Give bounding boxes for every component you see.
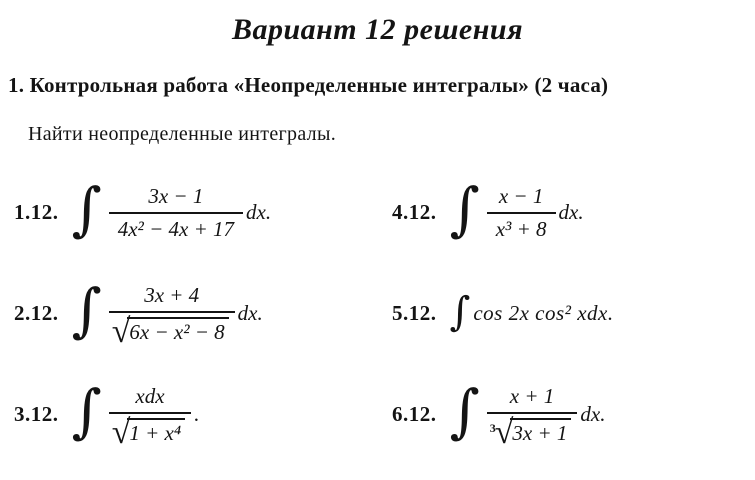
problem-number: 3.12. [14,402,59,426]
problems-grid [14,162,755,465]
fraction [487,383,578,451]
problem-1-12 [14,162,392,263]
denominator [109,412,191,451]
radicand: 6x − x² − 8 [127,317,228,345]
radicand: 1 + x⁴ [127,418,185,446]
integral-sign-icon: ∫ [71,376,102,445]
numerator: 3x − 1 [148,183,204,208]
numerator: x + 1 [509,383,555,408]
problem-number: 6.12. [392,402,437,426]
integral-sign-icon: ∫ [71,275,102,344]
differential: dx. [237,301,263,325]
section-heading: 1. Контрольная работа «Неопределенные интегралы» (2 часа) [8,73,609,97]
fraction [109,184,243,242]
denominator [109,311,235,350]
problem-number: 2.12. [14,301,59,325]
radical-icon: √ [111,312,131,350]
numerator: 3x + 4 [144,282,200,307]
denominator [487,412,578,451]
problem-number: 4.12. [392,200,437,224]
differential: dx. [246,200,272,224]
integral-sign-icon: ∫ [449,376,480,445]
denominator: x³ + 8 [487,212,556,242]
integrand-expression: cos 2x cos² xdx. [473,301,614,325]
integral-sign-icon: ∫ [449,174,480,243]
problem-2-12 [14,263,392,364]
numerator: xdx [135,383,165,408]
page-title: Вариант 12 решения [231,13,524,46]
numerator: x − 1 [498,183,544,208]
denominator: 4x² − 4x + 17 [109,212,243,242]
radical-icon: √ [494,413,514,451]
root-index: 3 [489,420,496,435]
period: . [194,402,200,426]
radicand: 3x + 1 [510,418,571,446]
problem-4-12 [392,162,755,263]
problem-5-12 [392,263,755,364]
problem-number: 1.12. [14,200,59,224]
problem-number: 5.12. [392,301,437,325]
fraction [109,282,235,350]
instruction-text: Найти неопределенные интегралы. [28,123,336,145]
fraction [487,184,556,242]
problem-3-12 [14,364,392,465]
differential: dx. [558,200,584,224]
differential: dx. [580,402,606,426]
integral-sign-icon: ∫ [71,174,102,243]
integral-sign-icon: ∫ [449,288,471,335]
radical-icon: √ [111,413,131,451]
fraction [109,383,191,451]
problem-6-12 [392,364,755,465]
